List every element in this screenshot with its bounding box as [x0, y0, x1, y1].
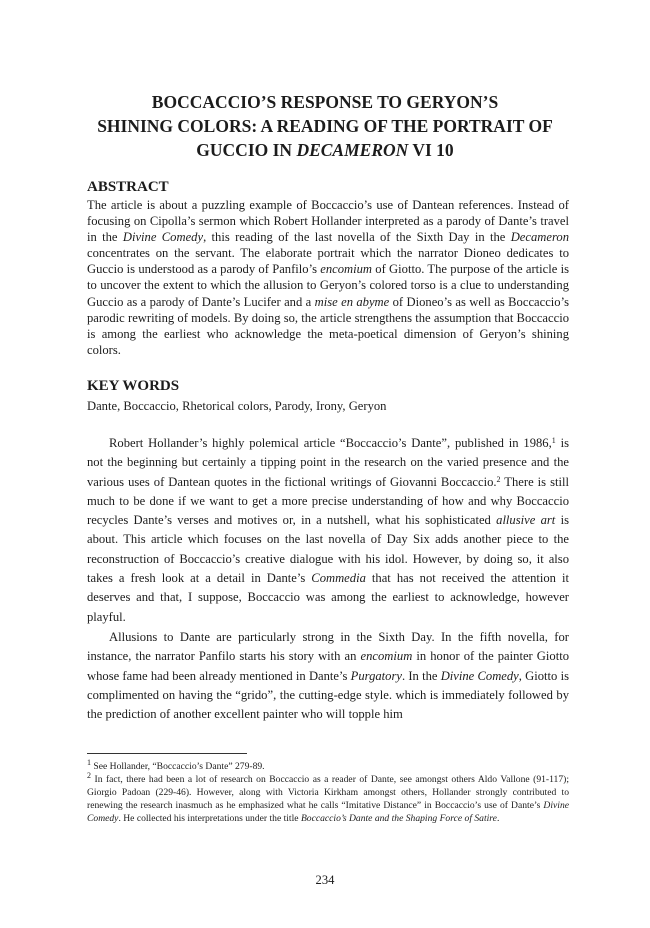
abstract-heading: ABSTRACT — [87, 179, 169, 195]
title-line: SHINING COLORS: A READING OF THE PORTRAIT OF — [97, 116, 553, 136]
article-title — [60, 90, 590, 162]
footnote: $^2$ In fact, there had been a lot of research on Boccaccio as a reader of Dante, see amongst others Aldo Vallone (91-117); Giorgio Padoan (229-46). However, along with Victoria Kirkham amongst others, Hollander strongly contributed to renewing the research inasmuch as he emphasized what he calls “Imitative Distance” in Boccaccio’s use of Dante’s Divine Comedy. He collected his interpretations under the title Boccaccio’s Dante and the Shaping Force of Satire. — [87, 771, 569, 824]
page-number: 234 — [315, 873, 335, 887]
title-line: BOCCACCIO’S RESPONSE TO GERYON’S — [151, 92, 499, 112]
footnote-divider — [87, 753, 247, 754]
footnote: $^1$ See Hollander, “Boccaccio’s Dante” 279-89. — [87, 758, 265, 772]
abstract-text: The article is about a puzzling example of Boccaccio’s use of Dantean references. Instead of focusing on Cipolla’s sermon which Robert Hollander interpreted as a parody of Dante’s travel in the Divine Comedy, this reading of the last novella of the Sixth Day in the Decameron concentrates on the servant. The elaborate portrait which the narrator Dioneo dedicates to Guccio is understood as a parody of Panfilo’s encomium of Giotto. The purpose of the article is to uncover the extent to which the allusion to Geryon’s colored torso is a clue to understanding Guccio as a parody of Dante’s Lucifer and a mise en abyme of Dioneo’s as well as Boccaccio’s parodic rewriting of models. By doing so, the article strengthens the assumption that Boccaccio is among the earliest who acknowledge the meta-poetical dimension of Geryon’s shining colors. — [87, 198, 569, 357]
body-paragraph: Robert Hollander’s highly polemical article “Boccaccio’s Dante”, published in 1986,$^1$ is not the beginning but certainly a tipping point in the research on the varied presence and the various uses of Dantean quotes in the fictional writings of Giovanni Boccaccio.$^2$ There is still much to be done if we want to get a more precise understanding of how and why Boccaccio recycles Dante’s verses and motives or, in a nutshell, what his sophisticated allusive art is about. This article which focuses on the last novella of Day Six adds another piece to the reconstruction of Boccaccio’s creative dialogue with his idol. However, by doing so, it also takes a fresh look at a detail in Dante’s Commedia that has not received the attention it deserves and that, I suppose, Boccaccio was among the earliest to acknowledge, however playful. — [87, 436, 569, 624]
keywords-heading: KEY WORDS — [87, 378, 180, 394]
footnotes — [87, 760, 569, 825]
keywords-text: Dante, Boccaccio, Rhetorical colors, Parody, Irony, Geryon — [87, 399, 387, 413]
body-paragraph: Allusions to Dante are particularly strong in the Sixth Day. In the fifth novella, for instance, the narrator Panfilo starts his story with an encomium in honor of the painter Giotto whose fame had been already mentioned in Dante’s Purgatory. In the Divine Comedy, Giotto is complimented on having the “grido”, the cutting-edge style. which is immediately followed by the prediction of another excellent painter who will topple him — [87, 630, 569, 722]
title-line: GUCCIO IN DECAMERON VI 10 — [196, 140, 454, 160]
footnote-ref[interactable]: 1 — [551, 436, 556, 445]
footnote-ref[interactable]: 2 — [496, 474, 501, 484]
